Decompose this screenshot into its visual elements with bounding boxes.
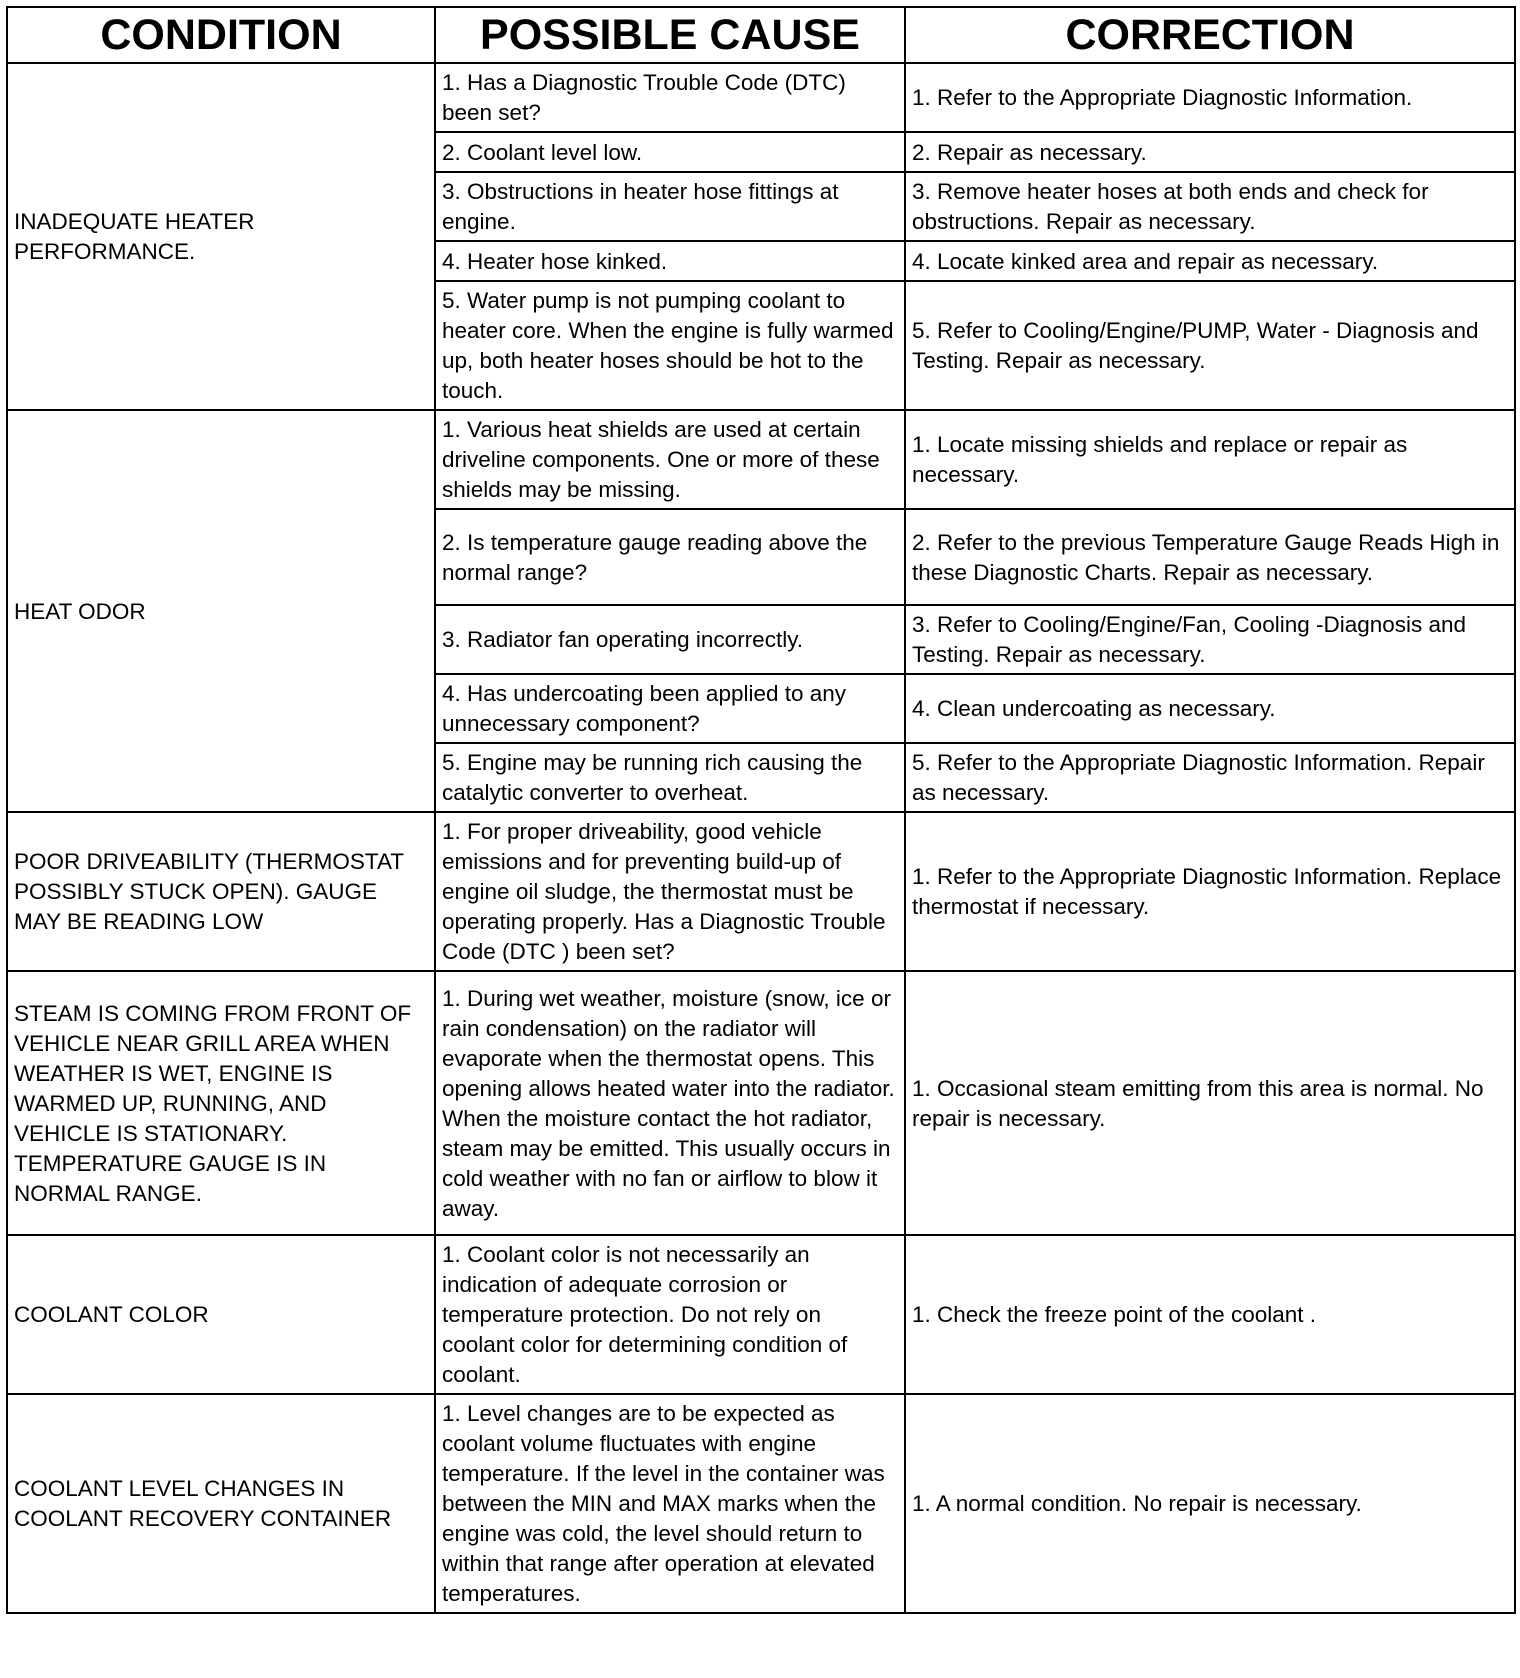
condition-cell: COOLANT LEVEL CHANGES IN COOLANT RECOVERY CONTAINER [7, 1394, 435, 1613]
table-row [7, 410, 1515, 509]
cause-cell: 1. Has a Diagnostic Trouble Code (DTC) been set? [435, 63, 905, 132]
cause-cell: 2. Is temperature gauge reading above the normal range? [435, 509, 905, 605]
condition-cell: COOLANT COLOR [7, 1235, 435, 1394]
correction-cell: 1. Locate missing shields and replace or repair as necessary. [905, 410, 1515, 509]
correction-cell: 4. Locate kinked area and repair as necessary. [905, 241, 1515, 281]
cause-cell: 1. During wet weather, moisture (snow, ice or rain condensation) on the radiator will evaporate when the thermostat opens. This opening allows heated water into the radiator. When the moisture contact the hot radiator, steam may be emitted. This usually occurs in cold weather with no fan or airflow to blow it away. [435, 971, 905, 1235]
header-condition: CONDITION [7, 7, 435, 63]
cause-cell: 1. For proper driveability, good vehicle emissions and for preventing build-up of engine oil sludge, the thermostat must be operating properly. Has a Diagnostic Trouble Code (DTC ) been set? [435, 812, 905, 971]
header-row [7, 7, 1515, 63]
correction-cell: 2. Repair as necessary. [905, 132, 1515, 172]
cause-cell: 1. Coolant color is not necessarily an indication of adequate corrosion or temperature protection. Do not rely on coolant color for determining condition of coolant. [435, 1235, 905, 1394]
cause-cell: 1. Various heat shields are used at certain driveline components. One or more of these shields may be missing. [435, 410, 905, 509]
table-row [7, 1394, 1515, 1613]
diagnosis-table [6, 6, 1516, 1614]
correction-cell: 5. Refer to Cooling/Engine/PUMP, Water - Diagnosis and Testing. Repair as necessary. [905, 281, 1515, 410]
correction-cell: 3. Remove heater hoses at both ends and check for obstructions. Repair as necessary. [905, 172, 1515, 241]
correction-cell: 4. Clean undercoating as necessary. [905, 674, 1515, 743]
cause-cell: 2. Coolant level low. [435, 132, 905, 172]
condition-cell: POOR DRIVEABILITY (THERMOSTAT POSSIBLY STUCK OPEN). GAUGE MAY BE READING LOW [7, 812, 435, 971]
table-row [7, 1235, 1515, 1394]
condition-cell: STEAM IS COMING FROM FRONT OF VEHICLE NEAR GRILL AREA WHEN WEATHER IS WET, ENGINE IS WARMED UP, RUNNING, AND VEHICLE IS STATIONARY. TEMPERATURE GAUGE IS IN NORMAL RANGE. [7, 971, 435, 1235]
correction-cell: 5. Refer to the Appropriate Diagnostic Information. Repair as necessary. [905, 743, 1515, 812]
cause-cell: 5. Engine may be running rich causing the catalytic converter to overheat. [435, 743, 905, 812]
table-row [7, 63, 1515, 132]
correction-cell: 1. Refer to the Appropriate Diagnostic Information. Replace thermostat if necessary. [905, 812, 1515, 971]
cause-cell: 4. Has undercoating been applied to any unnecessary component? [435, 674, 905, 743]
header-possible-cause: POSSIBLE CAUSE [435, 7, 905, 63]
correction-cell: 2. Refer to the previous Temperature Gauge Reads High in these Diagnostic Charts. Repair as necessary. [905, 509, 1515, 605]
correction-cell: 1. Occasional steam emitting from this area is normal. No repair is necessary. [905, 971, 1515, 1235]
condition-cell: INADEQUATE HEATER PERFORMANCE. [7, 63, 435, 410]
correction-cell: 3. Refer to Cooling/Engine/Fan, Cooling -Diagnosis and Testing. Repair as necessary. [905, 605, 1515, 674]
condition-cell: HEAT ODOR [7, 410, 435, 812]
correction-cell: 1. Check the freeze point of the coolant . [905, 1235, 1515, 1394]
header-correction: CORRECTION [905, 7, 1515, 63]
table-row [7, 971, 1515, 1235]
correction-cell: 1. Refer to the Appropriate Diagnostic Information. [905, 63, 1515, 132]
cause-cell: 5. Water pump is not pumping coolant to heater core. When the engine is fully warmed up, both heater hoses should be hot to the touch. [435, 281, 905, 410]
table-row [7, 812, 1515, 971]
cause-cell: 3. Radiator fan operating incorrectly. [435, 605, 905, 674]
diagnosis-chart [6, 6, 1514, 1614]
cause-cell: 3. Obstructions in heater hose fittings at engine. [435, 172, 905, 241]
cause-cell: 1. Level changes are to be expected as coolant volume fluctuates with engine temperature. If the level in the container was between the MIN and MAX marks when the engine was cold, the level should return to within that range after operation at elevated temperatures. [435, 1394, 905, 1613]
correction-cell: 1. A normal condition. No repair is necessary. [905, 1394, 1515, 1613]
cause-cell: 4. Heater hose kinked. [435, 241, 905, 281]
